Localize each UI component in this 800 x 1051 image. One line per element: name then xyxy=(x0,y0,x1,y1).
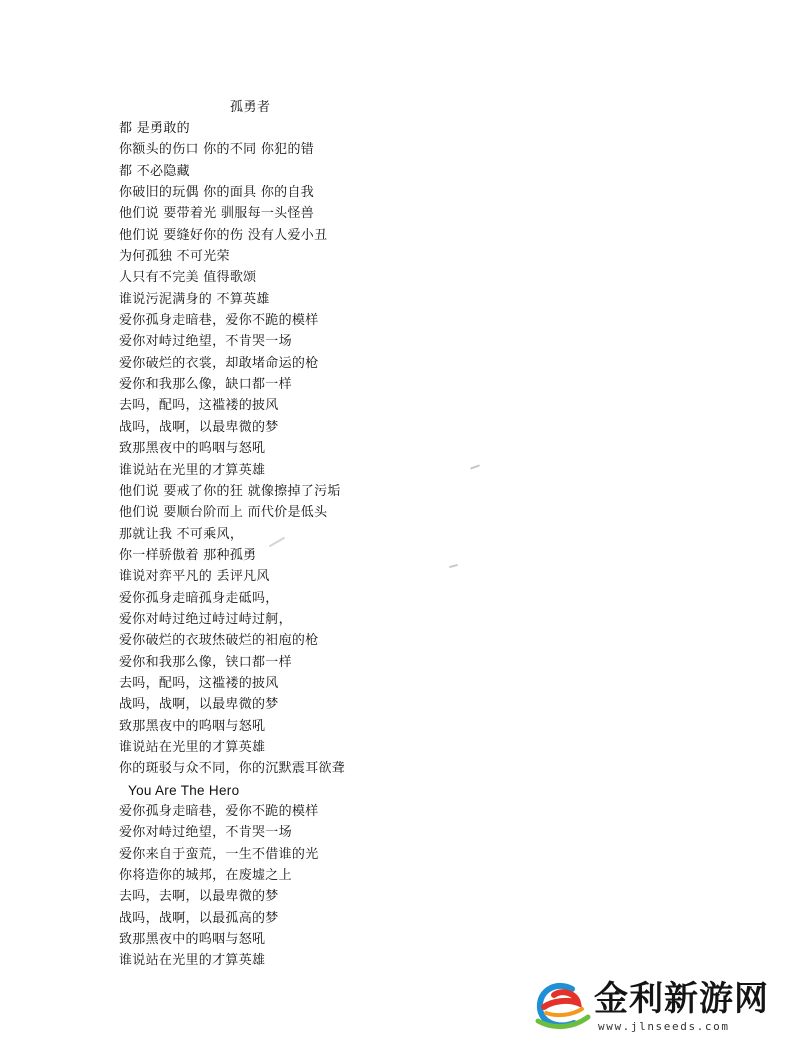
lyric-line: 谁说站在光里的才算英雄 xyxy=(119,462,266,478)
lyric-line: 你破旧的玩偶 你的面具 你的自我 xyxy=(119,185,315,201)
lyric-line: 爱你孤身走暗巷，爱你不跪的模样 xyxy=(119,804,319,819)
lyric-line: 去吗，配吗，这褴褛的披风 xyxy=(119,675,279,691)
lyric-line: 战吗，战啊，以最孤高的梦 xyxy=(119,910,279,926)
lyric-line: 爱你对峙过绝望，不肯哭一场 xyxy=(119,334,292,350)
watermark-url: www.jlnseeds.com xyxy=(598,1020,730,1033)
scan-artifact xyxy=(470,464,480,469)
song-title: 孤勇者 xyxy=(230,100,271,115)
lyric-line: 爱你来自于蛮荒，一生不借谁的光 xyxy=(119,846,319,862)
watermark-title: 金利新游网 xyxy=(594,979,769,1019)
site-watermark xyxy=(532,977,782,1039)
lyric-line: 都 是勇敢的 xyxy=(119,121,190,136)
lyric-line: 爱你和我那么像，铗口都一样 xyxy=(119,654,292,670)
lyric-line: 都 不必隐藏 xyxy=(119,163,190,179)
e-swoosh-logo-icon xyxy=(532,979,594,1035)
lyric-line: 他们说 要带着光 驯服每一头怪兽 xyxy=(119,206,315,222)
lyric-line: You Are The Hero xyxy=(128,782,240,798)
lyric-line: 爱你孤身走暗孤身走砥吗， xyxy=(119,590,279,606)
lyric-line: 爱你对峙过绝过峙过峙过舸， xyxy=(119,611,292,627)
lyric-line: 战吗，战啊，以最卑微的梦 xyxy=(119,419,279,435)
lyric-line: 致那黑夜中的呜咽与怒吼 xyxy=(119,718,266,734)
lyric-line: 爱你破烂的衣裳，却敢堵命运的枪 xyxy=(119,355,319,371)
lyric-line: 爱你孤身走暗巷，爱你不跪的模样 xyxy=(119,313,319,329)
lyric-line: 你的斑驳与众不同，你的沉默震耳欲聋 xyxy=(119,761,346,777)
lyric-line: 你额头的伤口 你的不同 你犯的错 xyxy=(119,142,315,158)
lyric-line: 致那黑夜中的呜咽与怒吼 xyxy=(119,441,266,457)
lyric-line: 你将造你的城邦，在废墟之上 xyxy=(119,868,292,884)
lyrics-list xyxy=(119,118,345,972)
lyric-line: 你一样骄傲着 那种孤勇 xyxy=(119,547,257,563)
lyric-line: 去吗，配吗，这褴褛的披风 xyxy=(119,398,279,414)
lyric-line: 他们说 要顺台阶而上 而代价是低头 xyxy=(119,505,328,521)
lyric-line: 他们说 要戒了你的狂 就像擦掉了污垢 xyxy=(119,483,341,499)
lyric-line: 战吗，战啊，以最卑微的梦 xyxy=(119,697,279,713)
scan-artifact xyxy=(449,564,458,568)
lyric-line: 那就让我 不可乘风， xyxy=(119,526,244,542)
lyric-line: 谁说站在光里的才算英雄 xyxy=(119,739,266,755)
lyric-line: 去吗，去啊，以最卑微的梦 xyxy=(119,889,279,905)
lyric-line: 爱你对峙过绝望，不肯哭一场 xyxy=(119,825,292,841)
lyric-line: 谁说对弈平凡的 丢评凡风 xyxy=(119,569,270,585)
lyric-line: 为何孤独 不可光荣 xyxy=(119,249,230,265)
lyric-line: 谁说站在光里的才算英雄 xyxy=(119,953,266,969)
lyric-line: 爱你和我那么像，缺口都一样 xyxy=(119,377,292,393)
lyric-line: 他们说 要缝好你的伤 没有人爱小丑 xyxy=(119,227,328,243)
lyric-line: 谁说污泥满身的 不算英雄 xyxy=(119,291,270,307)
lyric-line: 爱你破烂的衣玻烋破烂的衵庖的枪 xyxy=(119,633,319,649)
lyric-line: 人只有不完美 值得歌颂 xyxy=(119,270,257,286)
lyric-line: 致那黑夜中的呜咽与怒吼 xyxy=(119,932,266,948)
